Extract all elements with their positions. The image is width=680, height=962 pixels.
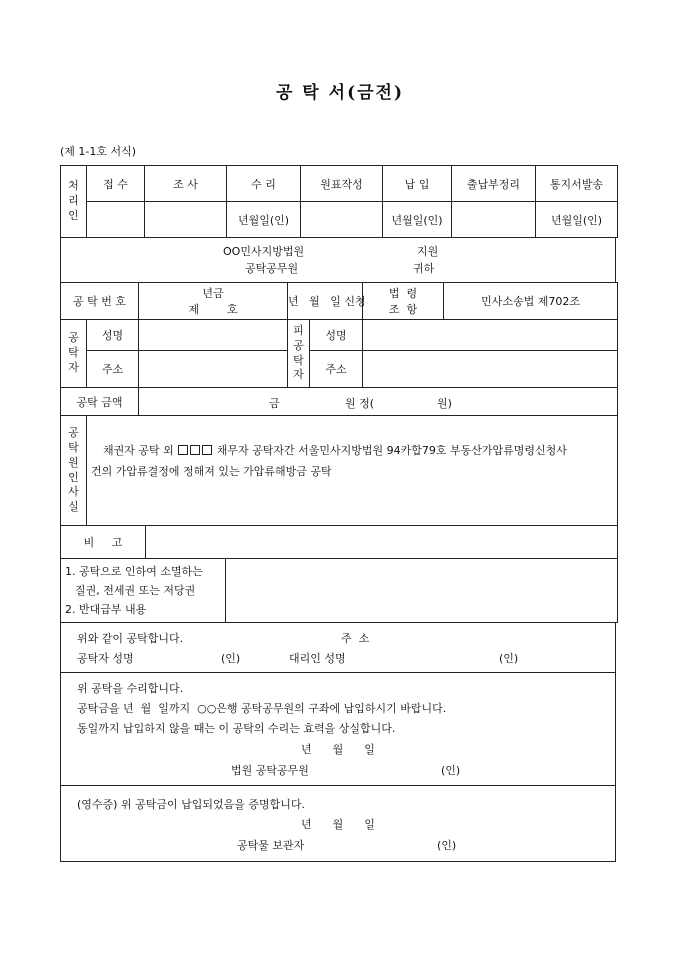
- law-article-label: 법 령 조 항: [363, 283, 444, 320]
- receipt-line: (영수증) 위 공탁금이 납입되었음을 증명합니다.: [77, 798, 305, 811]
- receipt-date: 년 월 일: [301, 818, 375, 831]
- depositee-name-field[interactable]: [363, 320, 618, 351]
- processing-table: [60, 165, 618, 238]
- header-notice-dispatch: 통지서발송: [536, 166, 618, 202]
- cell-acceptance-date[interactable]: 년월일(인): [227, 202, 301, 238]
- extinguish-table: [60, 558, 618, 623]
- application-date[interactable]: 년 월 일 신청: [288, 283, 363, 320]
- addressee-section: [60, 238, 616, 283]
- depositor-label: 공 탁 자: [61, 320, 87, 388]
- court-branch: 지원: [417, 245, 439, 258]
- extinguish-label: 1. 공탁으로 인하여 소멸하는 질권, 전세권 또는 저당권 2. 반대급부 내용: [61, 559, 226, 623]
- remarks-label: 비 고: [61, 526, 146, 559]
- cell-inspection[interactable]: [145, 202, 227, 238]
- remarks-field[interactable]: [146, 526, 618, 559]
- amount-prefix: 금: [269, 397, 280, 410]
- cell-cashbook[interactable]: [452, 202, 536, 238]
- amount-suffix: 원 정( 원): [345, 397, 452, 410]
- depositee-address-field[interactable]: [363, 351, 618, 388]
- deposit-number-value[interactable]: 년금 제 호: [139, 283, 288, 320]
- custodian-label: 공탁물 보관자: [237, 839, 305, 852]
- cell-ledger-creation[interactable]: [301, 202, 383, 238]
- court-name: OO민사지방법원: [223, 245, 305, 258]
- header-payment: 납 입: [383, 166, 452, 202]
- agent-signature-label: 대리인 성명: [289, 652, 346, 665]
- cause-label: 공 탁 원 인 사 실: [61, 416, 87, 526]
- address-label: 주 소: [341, 632, 370, 645]
- amount-table: [60, 387, 618, 416]
- cell-receipt[interactable]: [87, 202, 145, 238]
- law-article-value[interactable]: 민사소송법 제702조: [444, 283, 618, 320]
- amount-field[interactable]: [139, 388, 618, 416]
- acceptance-line3: 동일까지 납입하지 않을 때는 이 공탁의 수리는 효력을 상실합니다.: [77, 722, 396, 735]
- depositee-address-label: 주소: [310, 351, 363, 388]
- header-acceptance: 수 리: [227, 166, 301, 202]
- depositee-name-label: 성명: [310, 320, 363, 351]
- acceptance-line2: 공탁금을 년 월 일까지 ○○은행 공탁공무원의 구좌에 납입하시기 바랍니다.: [77, 702, 447, 715]
- cell-payment-date[interactable]: 년월일(인): [383, 202, 452, 238]
- header-ledger-creation: 원표작성: [301, 166, 383, 202]
- extinguish-field[interactable]: [226, 559, 618, 623]
- statement-text: 위와 같이 공탁합니다.: [77, 632, 184, 645]
- deposit-table: [60, 282, 618, 388]
- deposit-number-label: 공 탁 번 호: [61, 283, 139, 320]
- receipt-section: [60, 785, 616, 862]
- cause-text[interactable]: 채권자 공탁 외 채무자 공탁자간 서울민사지방법원 94카합79호 부동산가압류명령신청사 건의 가압류결정에 정해져 있는 가압류해방금 공탁: [87, 416, 618, 526]
- agent-seal[interactable]: (인): [499, 652, 519, 665]
- header-receipt: 접 수: [87, 166, 145, 202]
- depositor-seal[interactable]: (인): [221, 652, 241, 665]
- cell-notice-date[interactable]: 년월일(인): [536, 202, 618, 238]
- amount-label: 공탁 금액: [61, 388, 139, 416]
- depositor-name-field[interactable]: [139, 320, 288, 351]
- acceptance-date: 년 월 일: [301, 743, 375, 756]
- acceptance-line1: 위 공탁을 수리합니다.: [77, 682, 184, 695]
- header-inspection: 조 사: [145, 166, 227, 202]
- honorific: 귀하: [413, 262, 435, 275]
- depositor-address-label: 주소: [87, 351, 139, 388]
- officer-seal[interactable]: (인): [441, 764, 461, 777]
- custodian-seal[interactable]: (인): [437, 839, 457, 852]
- depositor-signature-label: 공탁자 성명: [77, 652, 134, 665]
- statement-section: [60, 622, 616, 673]
- depositor-name-label: 성명: [87, 320, 139, 351]
- processing-label: 처 리 인: [61, 166, 87, 238]
- court-officer-label: 법원 공탁공무원: [231, 764, 309, 777]
- remarks-table: [60, 525, 618, 559]
- depositee-label: 피 공 탁 자: [288, 320, 310, 388]
- officer-title: 공탁공무원: [245, 262, 299, 275]
- form-number: (제 1-1호 서식): [60, 145, 137, 158]
- depositor-address-field[interactable]: [139, 351, 288, 388]
- document-title: 공 탁 서(금전): [275, 83, 405, 103]
- cause-table: [60, 415, 618, 526]
- acceptance-section: [60, 672, 616, 786]
- header-cashbook: 출납부정리: [452, 166, 536, 202]
